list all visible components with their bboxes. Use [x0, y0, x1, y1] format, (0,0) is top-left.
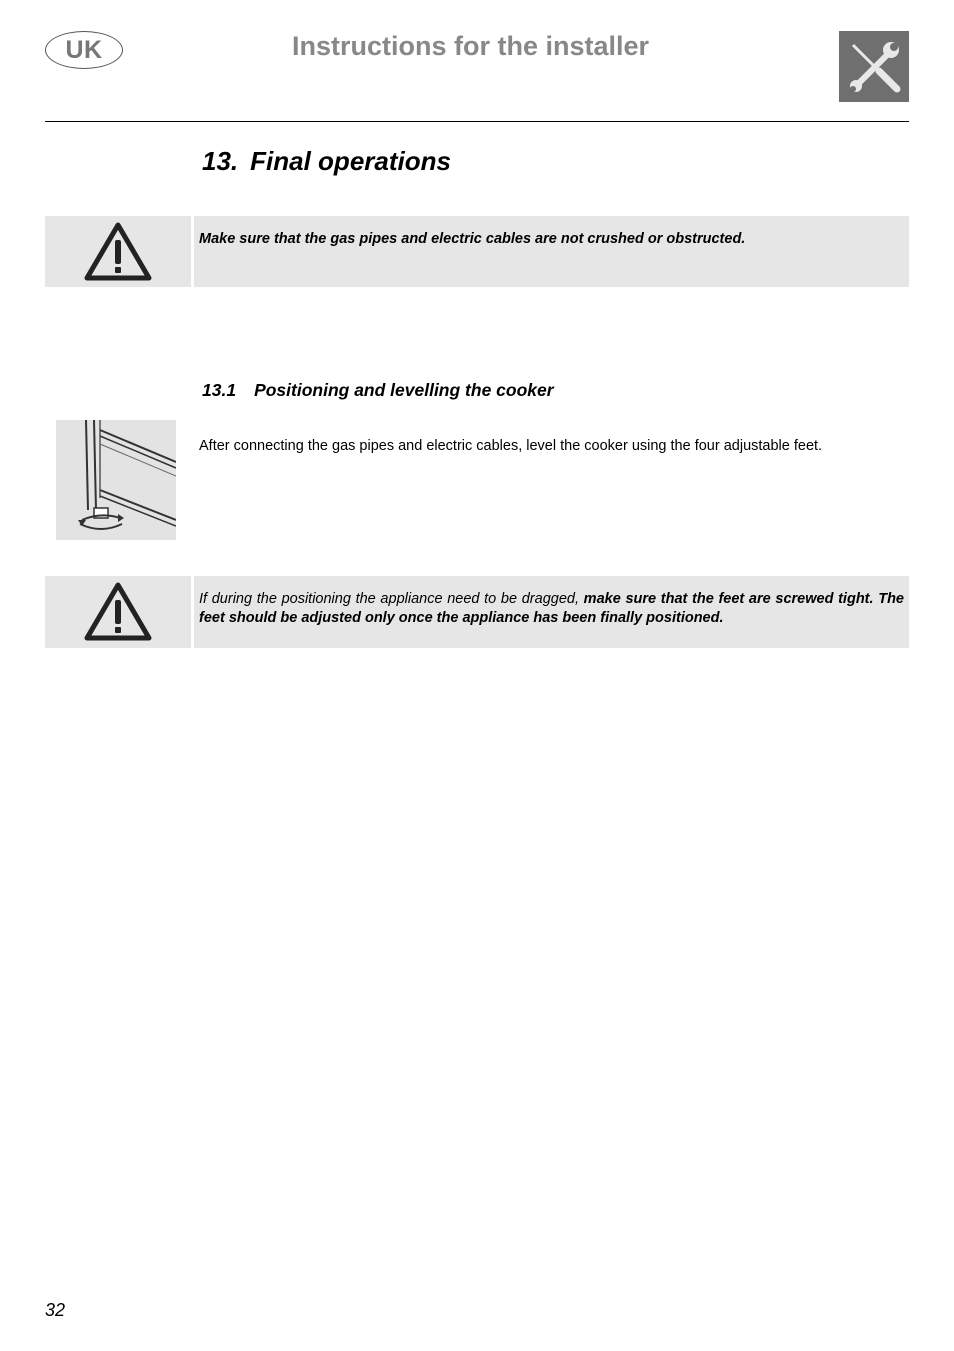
tools-icon [839, 31, 909, 102]
warning-2-text [194, 576, 909, 648]
subsection-number: 13.1 [202, 380, 237, 400]
levelling-instructions: After connecting the gas pipes and electric cables, level the cooker using the four adjustable feet. [199, 438, 823, 454]
page-number: 32 [45, 1300, 66, 1320]
section-title-text: Final operations [250, 146, 451, 176]
subsection-title-text: Positioning and levelling the cooker [254, 380, 554, 400]
header-title: Instructions for the installer [292, 31, 650, 61]
warning-1-icon-cell [45, 216, 191, 287]
warning-2-icon-cell [45, 576, 191, 648]
warning-2-italic-text: If during the positioning the appliance need to be dragged, [199, 591, 579, 607]
adjustable-foot-illustration [56, 420, 176, 540]
language-badge: UK [45, 31, 123, 69]
section-number: 13. [202, 146, 239, 176]
warning-triangle-icon [83, 581, 153, 643]
warning-triangle-icon [83, 221, 153, 283]
warning-2-bold-text: make sure that the feet are screwed tight. The feet should be adjusted only once the appliance has been finally positioned. [199, 591, 904, 626]
section-title [202, 146, 451, 177]
header-divider [45, 121, 909, 122]
warning-1-text [194, 216, 909, 287]
subsection-title [202, 380, 554, 401]
warning-1-message: Make sure that the gas pipes and electric cables are not crushed or obstructed. [199, 231, 746, 247]
